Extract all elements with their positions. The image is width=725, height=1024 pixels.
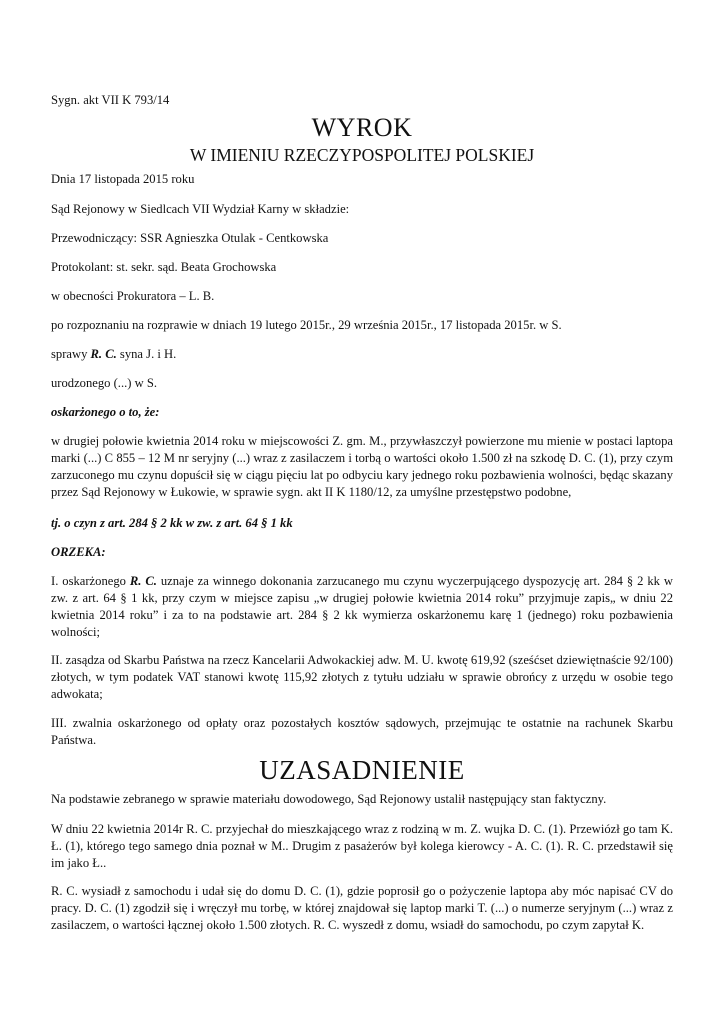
prosecutor-line: w obecności Prokuratora – L. B.: [51, 289, 215, 303]
verdict-item-3: III. zwalnia oskarżonego od opłaty oraz pozostałych kosztów sądowych, przejmując te ostatnie na rachunek Skarbu Państwa.: [51, 716, 673, 747]
document-title: WYROK: [311, 113, 413, 142]
birth-line: urodzonego (...) w S.: [51, 376, 157, 390]
accused-heading: oskarżonego o to, że:: [51, 405, 160, 419]
court-line: Sąd Rejonowy w Siedlcach VII Wydział Karny w składzie:: [51, 202, 350, 216]
defendant-name: R. C.: [90, 347, 117, 361]
case-of-suffix: syna J. i H.: [116, 347, 177, 361]
verdict-heading: ORZEKA:: [51, 545, 106, 559]
verdict-item-1-name: R. C.: [129, 574, 157, 588]
verdict-item-1-prefix: I. oskarżonego: [51, 574, 130, 588]
presiding-judge: Przewodniczący: SSR Agnieszka Otulak - Centkowska: [51, 231, 329, 245]
document-subtitle: W IMIENIU RZECZYPOSPOLITEJ POLSKIEJ: [189, 145, 535, 165]
justification-title: UZASADNIENIE: [259, 755, 465, 785]
justification-paragraph-3: R. C. wysiadł z samochodu i udał się do domu D. C. (1), gdzie poprosił go o pożyczenie laptopa aby móc napisać CV do pracy. D. C. (1) zgodził się i wręczył mu torbę, w której znajdował się laptop marki T. (...) o numerze seryjnym (...) wraz z zasilaczem, o wartości łącznej około 1.500 złotych. R. C. wyszedł z domu, wsiadł do samochodu, po czym zapytał K.: [51, 884, 673, 932]
charge-paragraph: w drugiej połowie kwietnia 2014 roku w miejscowości Z. gm. M., przywłaszczył powierzone mu mienie w postaci laptopa marki (...) C 855 – 12 M nr seryjny (...) wraz z zasilaczem i torbą o wartości około 1.500 zł na szkodę D. C. (1), przy czym zarzuconego mu czynu dopuścił się w ciągu pięciu lat po odbyciu kary jednego roku pozbawienia wolności, będąc skazany przez Sąd Rejonowy w Łukowie, w sprawie sygn. akt II K 1180/12, za umyślne przestępstwo podobne,: [51, 434, 673, 499]
date-line: Dnia 17 listopada 2015 roku: [51, 172, 195, 186]
verdict-item-2: II. zasądza od Skarbu Państwa na rzecz Kancelarii Adwokackiej adw. M. U. kwotę 619,92 (sześćset dziewiętnaście 92/100) złotych, w tym podatek VAT stanowi kwotę 115,92 złotych z tytułu udziału w sprawie obrońcy z urzędu w osobie tego adwokata;: [51, 653, 674, 701]
case-number: Sygn. akt VII K 793/14: [51, 93, 170, 107]
case-of-line: [51, 346, 673, 363]
hearing-dates: po rozpoznaniu na rozprawie w dniach 19 lutego 2015r., 29 września 2015r., 17 listopada 2015r. w S.: [51, 318, 562, 332]
legal-basis: tj. o czyn z art. 284 § 2 kk w zw. z art. 64 § 1 kk: [51, 516, 293, 530]
case-of-prefix: sprawy: [51, 347, 91, 361]
court-clerk: Protokolant: st. sekr. sąd. Beata Grochowska: [51, 260, 277, 274]
verdict-item-1-text: uznaje za winnego dokonania zarzucanego mu czynu wyczerpującego dyspozycję art. 284 § 2 kk w zw. z art. 64 § 1 kk, przy czym w miejsce zapisu „w drugiej połowie kwietnia 2014 roku” przyjmuje zapis„ w dniu 22 kwietnia 2014 roku” i za to na podstawie art. 284 § 2 kk wymierza oskarżonemu karę 1 (jednego) roku pozbawienia wolności;: [51, 574, 674, 639]
justification-paragraph-2: W dniu 22 kwietnia 2014r R. C. przyjechał do mieszkającego wraz z rodziną w m. Z. wujka D. C. (1). Przewiózł go tam K. Ł. (1), którego tego samego dnia poznał w M.. Drugim z pasażerów był kolega kierowcy - A. C. (1). R. C. przedstawił się im jako Ł..: [51, 822, 673, 870]
justification-paragraph-1: Na podstawie zebranego w sprawie materiału dowodowego, Sąd Rejonowy ustalił następujący stan faktyczny.: [51, 792, 607, 806]
verdict-item-1: [51, 573, 673, 641]
